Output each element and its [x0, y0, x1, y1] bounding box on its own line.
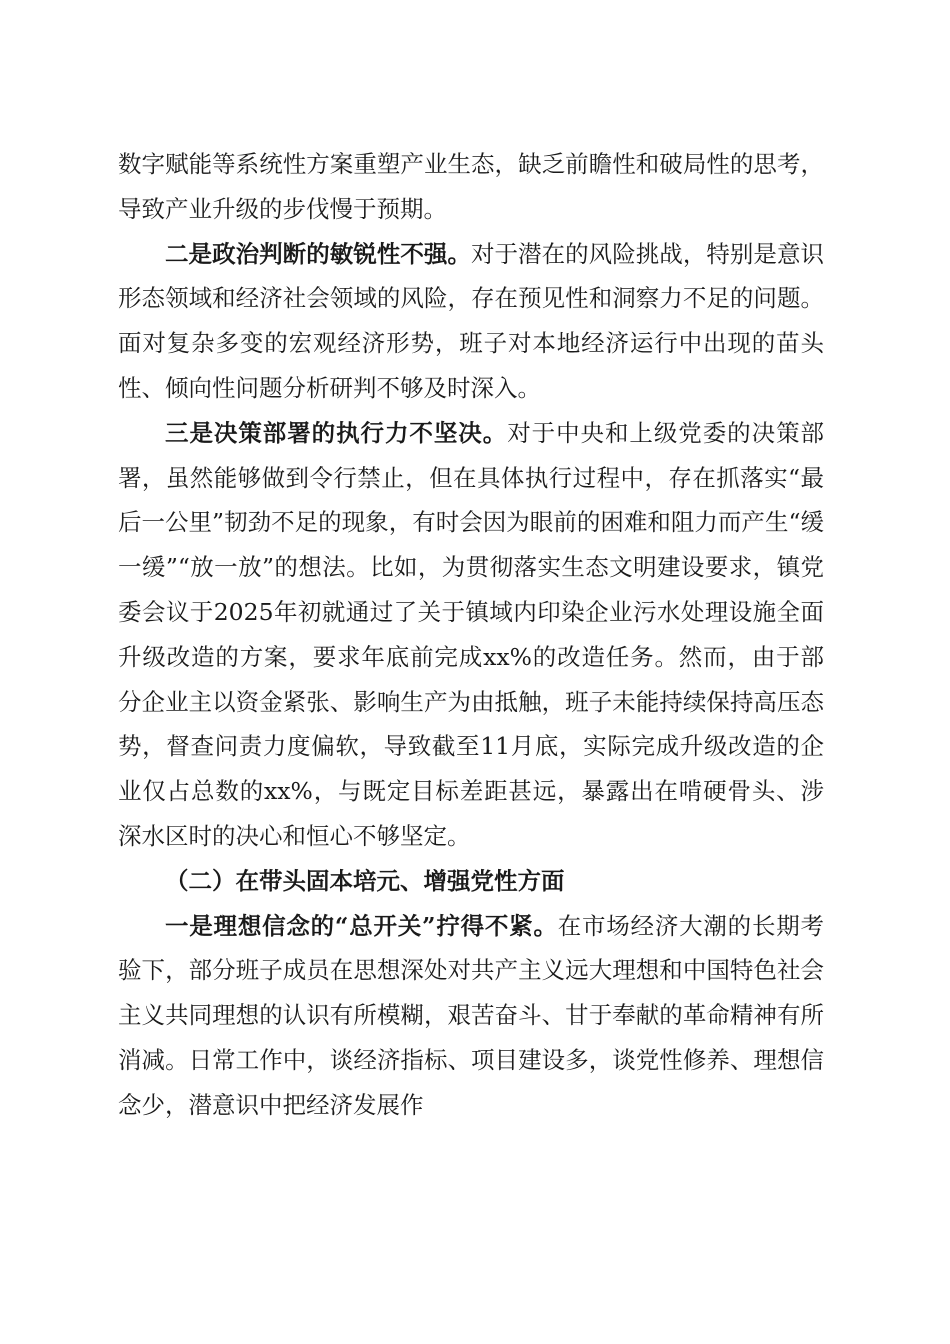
paragraph-continuation: [118, 142, 824, 232]
paragraph-decision-execution: [118, 411, 824, 859]
section-heading: （二）在带头固本培元、增强党性方面: [165, 866, 565, 895]
paragraph-body: 对于潜在的风险挑战，特别是意识形态领域和经济社会领域的风险，存在预见性和洞察力不足的问题。面对复杂多变的宏观经济形势，班子对本地经济运行中出现的苗头性、倾向性问题分析研判不够及时深入。: [118, 239, 825, 402]
paragraph-body: 在市场经济大潮的长期考验下，部分班子成员在思想深处对共产主义远大理想和中国特色社会主义共同理想的认识有所模糊，艰苦奋斗、甘于奉献的革命精神有所消减。日常工作中，谈经济指标、项目建设多，谈党性修养、理想信念少，潜意识中把经济发展作: [118, 911, 824, 1119]
paragraph-body: 数字赋能等系统性方案重塑产业生态，缺乏前瞻性和破局性的思考，导致产业升级的步伐慢于预期。: [118, 150, 824, 223]
document-body: [118, 142, 824, 1128]
paragraph-lead: 一是理想信念的“总开关”拧得不紧。: [165, 911, 558, 940]
paragraph-body: 对于中央和上级党委的决策部署，虽然能够做到令行禁止，但在具体执行过程中，存在抓落实“最后一公里”韧劲不足的现象，有时会因为眼前的困难和阻力而产生“缓一缓”“放一放”的想法。比如，为贯彻落实生态文明建设要求，镇党委会议于2025年初就通过了关于镇域内印染企业污水处理设施全面升级改造的方案，要求年底前完成xx%的改造任务。然而，由于部分企业主以资金紧张、影响生产为由抵触，班子未能持续保持高压态势，督查问责力度偏软，导致截至11月底，实际完成升级改造的企业仅占总数的xx%，与既定目标差距甚远，暴露出在啃硬骨头、涉深水区时的决心和恒心不够坚定。: [118, 418, 825, 850]
paragraph-ideals-beliefs: [118, 904, 824, 1128]
paragraph-political-judgment: [118, 232, 824, 411]
paragraph-lead: 二是政治判断的敏锐性不强。: [165, 239, 471, 268]
paragraph-lead: 三是决策部署的执行力不坚决。: [165, 418, 508, 447]
